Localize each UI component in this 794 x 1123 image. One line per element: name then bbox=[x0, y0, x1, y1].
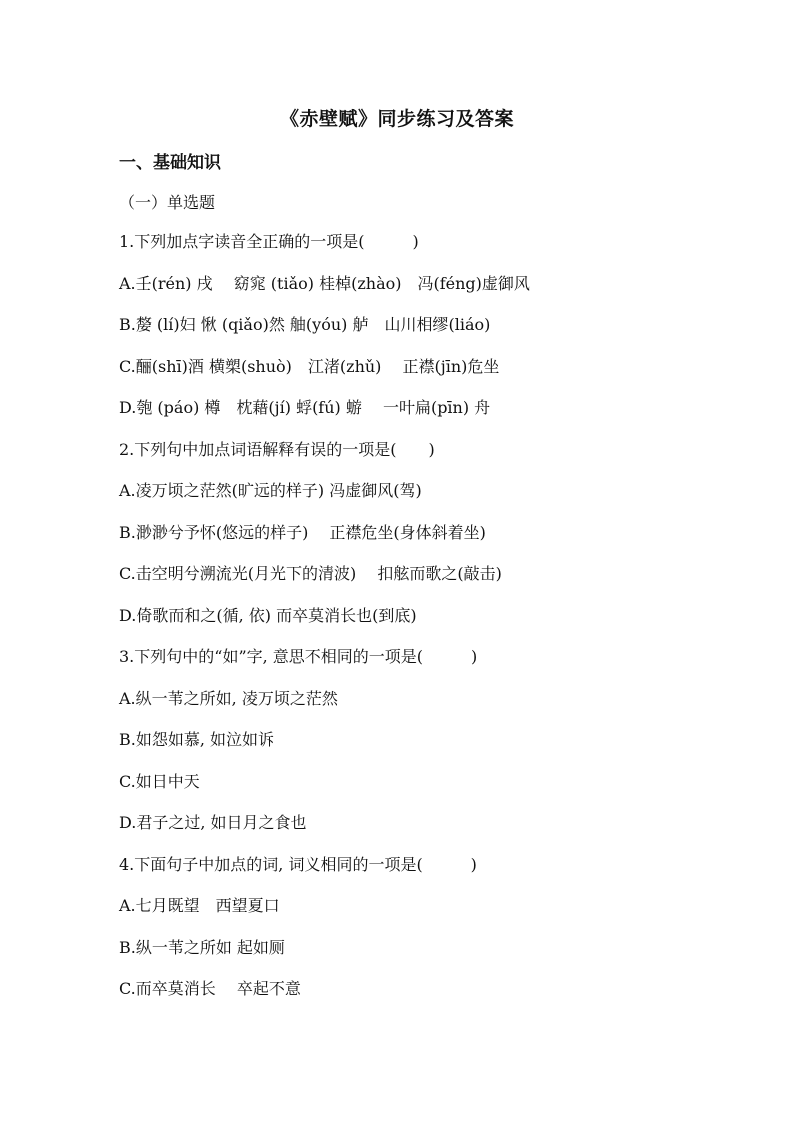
question-option: B.纵一苇之所如 起如厕 bbox=[119, 937, 285, 957]
question-option: B.渺渺兮予怀(悠远的样子) 正襟危坐(身体斜着坐) bbox=[119, 522, 486, 542]
question-option: A.壬(rén) 戌 窈窕 (tiǎo) 桂棹(zhào) 冯(féng)虚御风 bbox=[119, 273, 530, 293]
question-option: C.如日中天 bbox=[119, 771, 200, 791]
question-option: B.如怨如慕, 如泣如诉 bbox=[119, 730, 275, 749]
section-heading: 一、基础知识 bbox=[119, 153, 221, 173]
question-option: D.匏 (páo) 樽 枕藉(jí) 蜉(fú) 蝣 一叶扁(pīn) 舟 bbox=[119, 398, 491, 417]
question-option: C.击空明兮溯流光(月光下的清波) 扣舷而歌之(敲击) bbox=[119, 564, 502, 583]
question-line: 4.下面句子中加点的词, 词义相同的一项是( ) bbox=[119, 854, 477, 874]
question-option: B.嫠 (lí)妇 愀 (qiǎo)然 舳(yóu) 舻 山川相缪(liáo) bbox=[119, 315, 491, 334]
question-line: 1.下列加点字读音全正确的一项是( ) bbox=[119, 232, 419, 251]
question-option: C.而卒莫消长 卒起不意 bbox=[119, 979, 301, 998]
page-title: 《赤壁赋》同步练习及答案 bbox=[279, 108, 514, 130]
subsection-heading: （一）单选题 bbox=[119, 193, 216, 212]
question-line: 2.下列句中加点词语解释有误的一项是( ) bbox=[119, 439, 435, 459]
question-option: D.君子之过, 如日月之食也 bbox=[119, 813, 307, 832]
question-option: A.七月既望 西望夏口 bbox=[119, 896, 280, 915]
question-option: A.纵一苇之所如, 凌万顷之茫然 bbox=[119, 688, 338, 708]
question-option: A.凌万顷之茫然(旷远的样子) 冯虚御风(驾) bbox=[119, 481, 422, 500]
question-line: 3.下列句中的“如”字, 意思不相同的一项是( ) bbox=[119, 647, 478, 666]
question-option: C.酾(shī)酒 横槊(shuò) 江渚(zhǔ) 正襟(jīn)危坐 bbox=[119, 356, 500, 376]
question-list bbox=[119, 231, 719, 1020]
question-option: D.倚歌而和之(循, 依) 而卒莫消长也(到底) bbox=[119, 605, 417, 625]
